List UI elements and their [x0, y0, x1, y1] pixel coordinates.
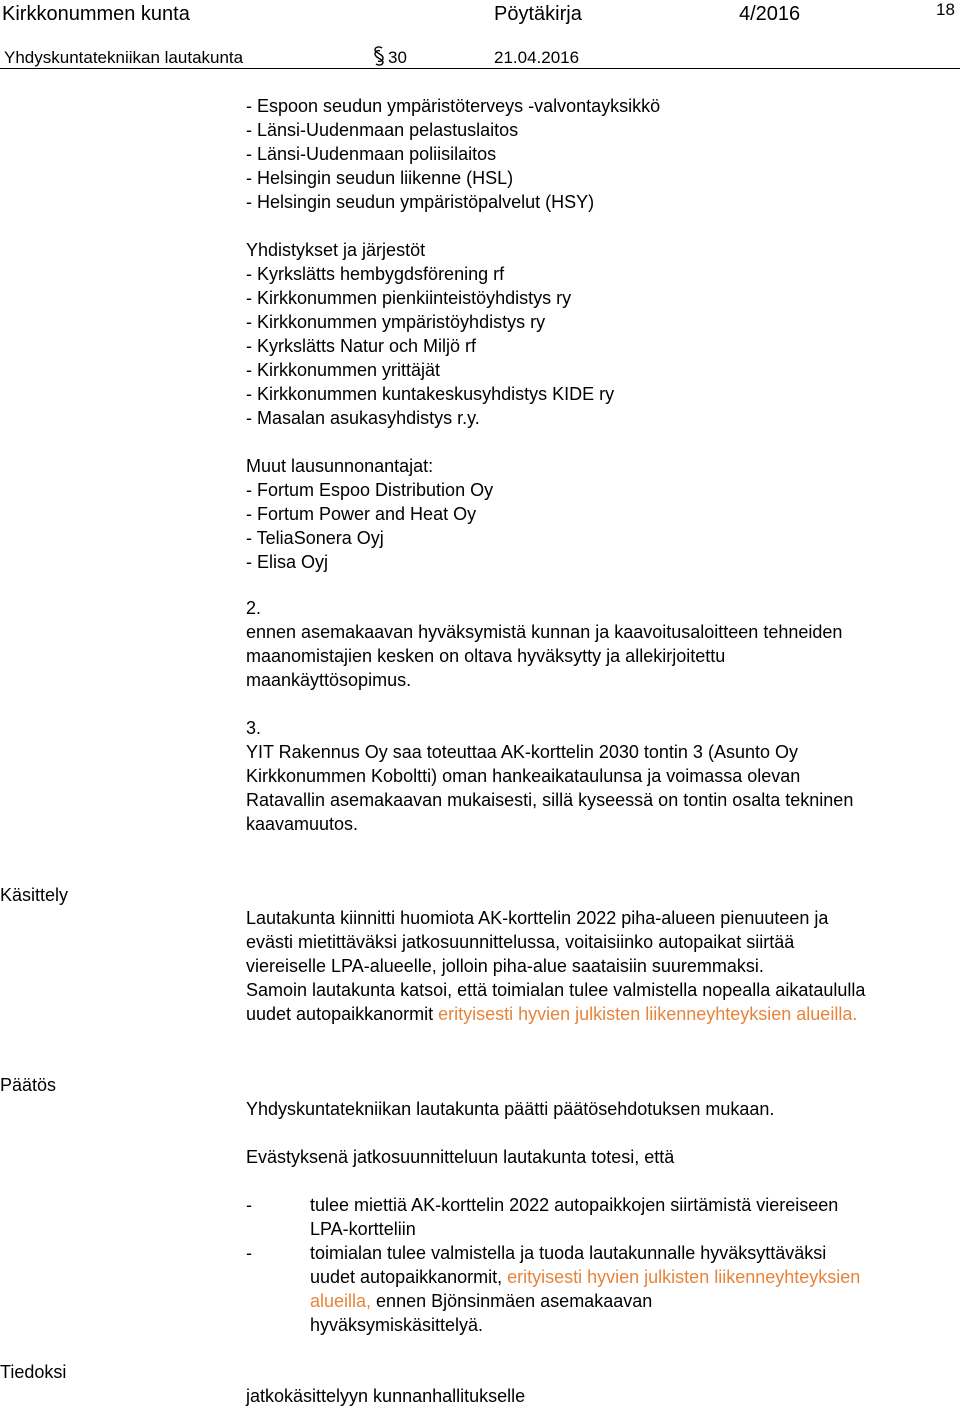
point-number: 3.	[246, 718, 262, 738]
highlighted-text: erityisesti hyvien julkisten liikenneyhteyksien alueilla.	[438, 1004, 858, 1024]
paatos-line-1: Yhdyskuntatekniikan lautakunta päätti päätösehdotuksen mukaan.	[246, 1099, 775, 1119]
document-number: 4/2016	[739, 3, 801, 25]
list-item: - Kirkkonummen kuntakeskusyhdistys KIDE ry	[246, 384, 615, 404]
list-item: - Länsi-Uudenmaan pelastuslaitos	[246, 120, 519, 140]
list-item: - Kirkkonummen pienkiinteistöyhdistys ry	[246, 288, 572, 308]
tiedoksi-text: jatkokäsittelyyn kunnanhallitukselle	[246, 1386, 526, 1406]
text-line: LPA-kortteliin	[310, 1219, 416, 1239]
page-number: 18	[936, 0, 955, 19]
text-line	[246, 1002, 865, 1026]
text-line: evästi mietittäväksi jatkosuunnittelussa, voitaisiinko autopaikat siirtää	[246, 932, 795, 952]
other-commenters-heading: Muut lausunnonantajat:	[246, 456, 434, 476]
text-line: Lautakunta kiinnitti huomiota AK-korttelin 2022 piha-alueen pienuuteen ja	[246, 908, 829, 928]
authorities-list	[246, 94, 660, 214]
highlighted-text: alueilla,	[310, 1291, 372, 1311]
text-plain: uudet autopaikkanormit,	[310, 1267, 508, 1287]
list-item: - Elisa Oyj	[246, 552, 329, 572]
bullet-dash: -	[246, 1243, 252, 1263]
paatos-label: Päätös	[0, 1075, 57, 1095]
paatos-line-2: Evästyksenä jatkosuunnitteluun lautakunta totesi, että	[246, 1147, 675, 1167]
text-line	[310, 1265, 860, 1289]
list-item: - Masalan asukasyhdistys r.y.	[246, 408, 480, 428]
highlighted-text: erityisesti hyvien julkisten liikenneyhteyksien	[507, 1267, 861, 1287]
associations-block	[246, 238, 614, 430]
list-item: - Espoon seudun ympäristöterveys -valvontayksikkö	[246, 96, 661, 116]
associations-heading: Yhdistykset ja järjestöt	[246, 240, 426, 260]
kasittely-label: Käsittely	[0, 885, 69, 905]
header-divider	[0, 68, 960, 69]
org-name: Kirkkonummen kunta	[2, 3, 190, 25]
point-line: Ratavallin asemakaavan mukaisesti, sillä kyseessä on tontin osalta tekninen	[246, 790, 854, 810]
text-plain: uudet autopaikkanormit	[246, 1004, 439, 1024]
list-item: - Helsingin seudun ympäristöpalvelut (HSY)	[246, 192, 595, 212]
point-line: maankäyttösopimus.	[246, 670, 412, 690]
point-line: kaavamuutos.	[246, 814, 359, 834]
text-line: hyväksymiskäsittelyä.	[310, 1315, 484, 1335]
text-line: toimialan tulee valmistella ja tuoda lautakunnalle hyväksyttäväksi	[310, 1243, 827, 1263]
text-plain: ennen Bjönsinmäen asemakaavan	[371, 1291, 653, 1311]
list-item: - Kirkkonummen yrittäjät	[246, 360, 441, 380]
bullet-body	[310, 1193, 838, 1241]
point-line: ennen asemakaavan hyväksymistä kunnan ja kaavoitusaloitteen tehneiden	[246, 622, 843, 642]
text-line: Samoin lautakunta katsoi, että toimialan tulee valmistella nopealla aikataululla	[246, 980, 866, 1000]
point-line: YIT Rakennus Oy saa toteuttaa AK-korttelin 2030 tontin 3 (Asunto Oy	[246, 742, 798, 762]
text-line: tulee miettiä AK-korttelin 2022 autopaikkojen siirtämistä viereiseen	[310, 1195, 839, 1215]
text-line	[310, 1289, 860, 1313]
point-line: Kirkkonummen Koboltti) oman hankeaikataulunsa ja voimassa olevan	[246, 766, 801, 786]
point-number: 2.	[246, 598, 262, 618]
list-item: - Helsingin seudun liikenne (HSL)	[246, 168, 514, 188]
point-line: maanomistajien kesken on oltava hyväksytty ja allekirjoitettu	[246, 646, 726, 666]
section-number: 30	[388, 48, 407, 67]
meeting-date: 21.04.2016	[494, 48, 580, 67]
committee-name: Yhdyskuntatekniikan lautakunta	[4, 48, 244, 67]
list-item: - Kyrkslätts hembygdsförening rf	[246, 264, 505, 284]
list-item: - Länsi-Uudenmaan poliisilaitos	[246, 144, 497, 164]
list-item: - Fortum Power and Heat Oy	[246, 504, 477, 524]
list-item: - Kyrkslätts Natur och Miljö rf	[246, 336, 477, 356]
list-item: - TeliaSonera Oyj	[246, 528, 384, 548]
document-type: Pöytäkirja	[494, 3, 582, 25]
bullet-dash: -	[246, 1195, 252, 1215]
list-item: - Fortum Espoo Distribution Oy	[246, 480, 494, 500]
point-2	[246, 596, 842, 692]
list-item: - Kirkkonummen ympäristöyhdistys ry	[246, 312, 546, 332]
other-commenters-block	[246, 454, 493, 574]
bullet-body	[310, 1241, 860, 1337]
text-line: viereiselle LPA-alueelle, jolloin piha-alue saataisiin suuremmaksi.	[246, 956, 764, 976]
kasittely-text	[246, 906, 865, 1026]
point-3	[246, 716, 853, 836]
tiedoksi-label: Tiedoksi	[0, 1362, 67, 1382]
